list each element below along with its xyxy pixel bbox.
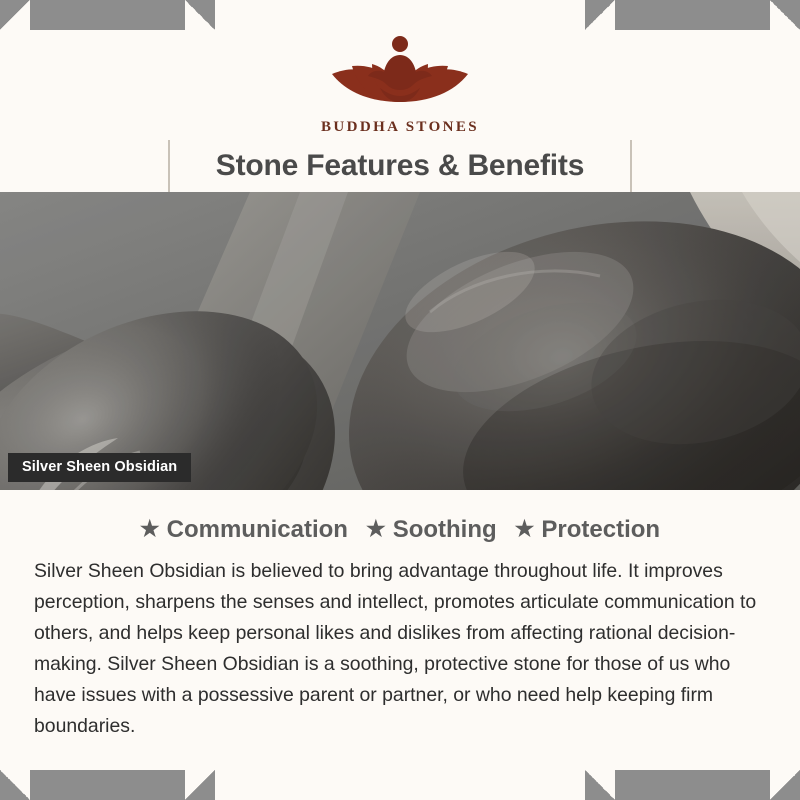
- product-photo: [0, 192, 800, 490]
- title-banner: [0, 140, 800, 192]
- photo-caption: Silver Sheen Obsidian: [8, 453, 191, 482]
- benefit-item-protection: [515, 516, 660, 544]
- corner-wedge-bottom-right: [585, 770, 800, 800]
- benefit-label: Protection: [541, 516, 661, 543]
- obsidian-stones-image: [0, 192, 800, 490]
- lotus-meditation-icon: [310, 22, 490, 117]
- brand-block: [0, 22, 800, 136]
- benefit-label: Soothing: [392, 516, 497, 543]
- benefit-item-communication: [140, 516, 348, 544]
- benefit-item-soothing: [366, 516, 497, 544]
- corner-wedge-top-left: [0, 0, 215, 30]
- page-title: Stone Features & Benefits: [215, 149, 585, 182]
- star-icon: ★: [139, 516, 160, 541]
- description-text: Silver Sheen Obsidian is believed to bring advantage throughout life. It improves perception, sharpens the senses and intellect, promotes articulate communication to others, and helps keep personal likes and dislikes from affecting rational decision-making. Silver Sheen Obsidian is a soothing, protective stone for those of us who have issues with a possessive parent or partner, or who need help keeping firm boundaries.: [34, 560, 757, 737]
- star-icon: ★: [365, 516, 386, 541]
- star-icon: ★: [514, 516, 535, 541]
- benefit-label: Communication: [166, 516, 348, 543]
- benefits-row: [0, 516, 800, 544]
- brand-name: BUDDHA STONES: [320, 119, 480, 135]
- corner-wedge-bottom-left: [0, 770, 215, 800]
- corner-wedge-top-right: [585, 0, 800, 30]
